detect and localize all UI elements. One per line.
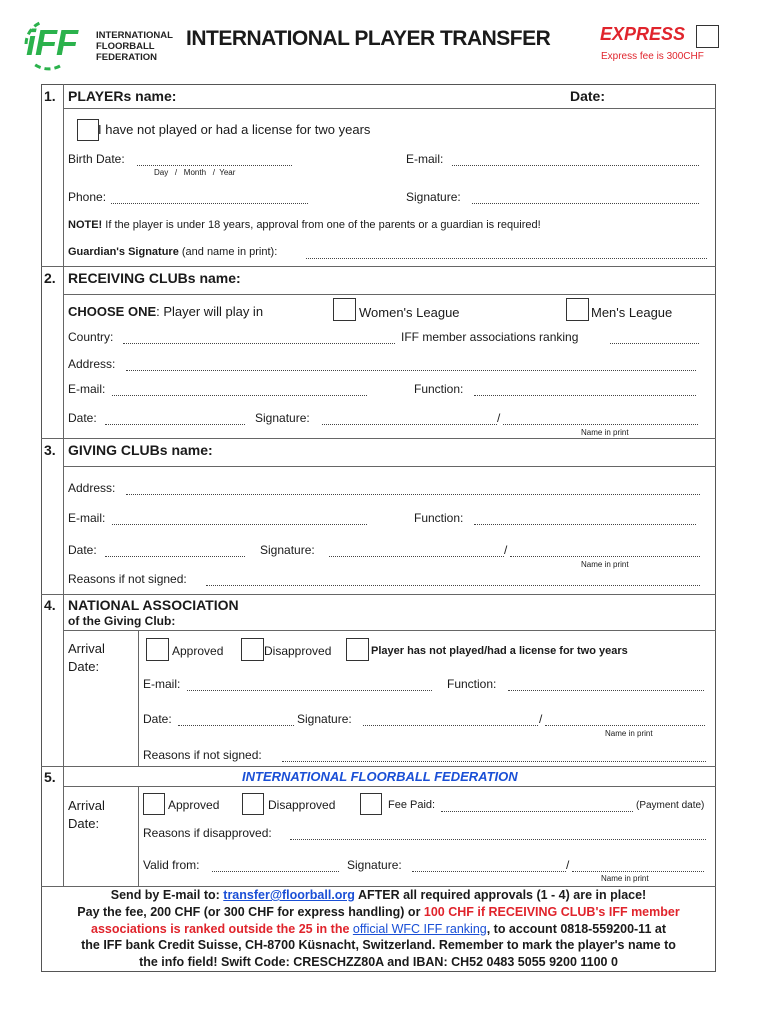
section-number: 1. [44, 88, 56, 104]
email-label: E-mail: [68, 511, 106, 525]
phone-field[interactable] [111, 203, 308, 204]
reasons-field[interactable] [206, 585, 700, 586]
footer-text: Send by E-mail to: [110, 888, 224, 902]
footer-line: the IFF bank Credit Suisse, CH-8700 Küsnacht, Switzerland. Remember to mark the player's name to [81, 938, 676, 953]
footer-text: Pay the fee, 200 CHF (or 300 CHF for express handling) or [77, 904, 424, 919]
email-label: E-mail: [406, 152, 444, 166]
birth-date-field[interactable] [137, 165, 292, 166]
address-field[interactable] [126, 370, 696, 371]
email-label: E-mail: [68, 382, 106, 396]
page-title: INTERNATIONAL PLAYER TRANSFER [186, 27, 551, 50]
footer-line [41, 921, 716, 938]
approved-label: Approved [168, 798, 220, 812]
name-in-print-field[interactable] [503, 424, 698, 425]
section-title: INTERNATIONAL FLOORBALL FEDERATION [242, 769, 518, 784]
guardian-signature-label [68, 246, 277, 258]
disapproved-label: Disapproved [264, 644, 332, 658]
disapproved-checkbox[interactable] [242, 793, 264, 815]
valid-from-field[interactable] [212, 871, 339, 872]
arrival-line: Date: [68, 659, 100, 674]
signature-field[interactable] [363, 725, 538, 726]
note [68, 219, 541, 231]
signature-label: Signature: [406, 190, 461, 204]
section-number: 3. [44, 442, 56, 458]
section-title: RECEIVING CLUBs name: [68, 270, 241, 286]
footer-line: the info field! Swift Code: CRESCHZZ80A and IBAN: CH52 0483 5055 9200 1100 0 [139, 955, 618, 970]
slash: / [566, 858, 570, 872]
guardian-text: (and name in print): [178, 246, 278, 258]
name-in-print-field[interactable] [510, 556, 700, 557]
function-label: Function: [414, 382, 464, 396]
section-title: NATIONAL ASSOCIATION [68, 597, 239, 613]
birth-date-hint: Day / Month / Year [154, 168, 236, 177]
date-label: Date: [143, 712, 172, 726]
ranking-label: IFF member associations ranking [401, 330, 579, 344]
footer-red-text: associations is ranked outside the 25 in the [91, 921, 353, 936]
email-field[interactable] [187, 690, 432, 691]
slash: / [539, 712, 543, 726]
function-label: Function: [447, 677, 497, 691]
birth-date-label: Birth Date: [68, 152, 125, 166]
arrival-divider [138, 786, 139, 886]
express-checkbox[interactable] [696, 25, 719, 48]
not-played-label: I have not played or had a license for two years [98, 122, 371, 137]
section-title: GIVING CLUBs name: [68, 442, 213, 458]
divider [63, 786, 716, 787]
logo-mark-text: iFF [26, 22, 77, 63]
section-subtitle: of the Giving Club: [68, 614, 176, 628]
arrival-date-label [68, 797, 105, 833]
email-label: E-mail: [143, 677, 181, 691]
mens-league-label: Men's League [591, 305, 673, 320]
email-field[interactable] [112, 395, 367, 396]
divider [41, 594, 716, 595]
address-label: Address: [68, 357, 116, 371]
divider [41, 266, 716, 267]
signature-field[interactable] [322, 424, 497, 425]
divider [63, 466, 716, 467]
payment-date-label: (Payment date) [636, 800, 705, 811]
date-label: Date: [68, 411, 97, 425]
footer-line [41, 904, 716, 921]
choose-one-text: : Player will play in [156, 304, 264, 319]
signature-field[interactable] [472, 203, 699, 204]
phone-label: Phone: [68, 190, 107, 204]
logo-text-line: INTERNATIONAL [96, 30, 173, 41]
slash: / [497, 411, 501, 425]
address-field[interactable] [126, 494, 700, 495]
divider [63, 630, 716, 631]
reasons-field[interactable] [282, 761, 706, 762]
choose-one [68, 304, 263, 319]
footer-text: , to account 0818-559200-11 at [486, 921, 666, 936]
date-field[interactable] [105, 556, 245, 557]
signature-label: Signature: [260, 543, 315, 557]
country-field[interactable] [123, 343, 395, 344]
note-bold: NOTE! [68, 219, 103, 231]
reasons-label: Reasons if not signed: [68, 572, 187, 586]
fee-paid-label: Fee Paid: [388, 799, 436, 811]
arrival-date-label [68, 640, 105, 676]
note-text: If the player is under 18 years, approval from one of the parents or a guardian is required! [102, 219, 541, 231]
footer-line [41, 887, 716, 904]
signature-label: Signature: [297, 712, 352, 726]
date-field[interactable] [178, 725, 294, 726]
not-played-label: Player has not played/had a license for two years [371, 645, 628, 657]
divider [63, 108, 716, 109]
womens-league-label: Women's League [359, 305, 460, 320]
choose-one-bold: CHOOSE ONE [68, 304, 157, 319]
date-label: Date: [570, 88, 606, 104]
footer-instructions [41, 887, 716, 971]
iff-logo [20, 14, 180, 74]
footer-text: AFTER all required approvals (1 - 4) are in place! [354, 888, 647, 902]
name-in-print-label: Name in print [605, 729, 653, 738]
arrival-line: Date: [68, 816, 100, 831]
arrival-divider [138, 630, 139, 766]
name-in-print-field[interactable] [572, 871, 704, 872]
function-field[interactable] [474, 524, 696, 525]
address-label: Address: [68, 481, 116, 495]
fee-paid-field[interactable] [441, 811, 633, 812]
name-in-print-label: Name in print [601, 874, 649, 883]
function-field[interactable] [508, 690, 704, 691]
footer-red-text: 100 CHF if RECEIVING CLUB's IFF member [423, 904, 680, 919]
ranking-field[interactable] [610, 343, 699, 344]
reasons-label: Reasons if not signed: [143, 748, 262, 762]
signature-field[interactable] [329, 556, 504, 557]
name-in-print-label: Name in print [581, 428, 629, 437]
date-label: Date: [68, 543, 97, 557]
reasons-label: Reasons if disapproved: [143, 826, 272, 840]
valid-from-label: Valid from: [143, 858, 200, 872]
email-field[interactable] [112, 524, 367, 525]
function-field[interactable] [474, 395, 696, 396]
slash: / [504, 543, 508, 557]
express-label: EXPRESS [600, 24, 686, 44]
section-number: 5. [44, 769, 56, 785]
name-in-print-field[interactable] [545, 725, 705, 726]
logo-text-line: FEDERATION [96, 52, 158, 63]
arrival-line: Arrival [68, 798, 105, 813]
guardian-signature-field[interactable] [306, 258, 707, 259]
section-number: 2. [44, 270, 56, 286]
not-played-checkbox[interactable] [77, 119, 99, 141]
divider [63, 294, 716, 295]
section-title: PLAYERs name: [68, 88, 177, 104]
date-field[interactable] [105, 424, 245, 425]
disapproved-checkbox[interactable] [241, 638, 264, 661]
logo-text [96, 30, 173, 63]
approved-label: Approved [172, 644, 224, 658]
reasons-field[interactable] [290, 839, 706, 840]
not-played-checkbox[interactable] [346, 638, 369, 661]
section-number: 4. [44, 597, 56, 613]
disapproved-label: Disapproved [268, 798, 336, 812]
mens-league-checkbox[interactable] [566, 298, 589, 321]
country-label: Country: [68, 330, 114, 344]
fee-paid-checkbox[interactable] [360, 793, 382, 815]
logo-text-line: FLOORBALL [96, 41, 155, 52]
name-in-print-label: Name in print [581, 560, 629, 569]
transfer-email-link[interactable]: transfer@floorball.org [223, 888, 355, 902]
signature-field[interactable] [412, 871, 566, 872]
signature-label: Signature: [347, 858, 402, 872]
arrival-line: Arrival [68, 641, 105, 656]
express-fee-note: Express fee is 300CHF [601, 51, 704, 62]
ranking-link[interactable]: official WFC IFF ranking [352, 921, 487, 936]
divider [41, 438, 716, 439]
signature-label: Signature: [255, 411, 310, 425]
divider [41, 766, 716, 767]
approved-checkbox[interactable] [146, 638, 169, 661]
function-label: Function: [414, 511, 464, 525]
guardian-bold: Guardian's Signature [68, 246, 179, 258]
womens-league-checkbox[interactable] [333, 298, 356, 321]
email-field[interactable] [452, 165, 699, 166]
approved-checkbox[interactable] [143, 793, 165, 815]
